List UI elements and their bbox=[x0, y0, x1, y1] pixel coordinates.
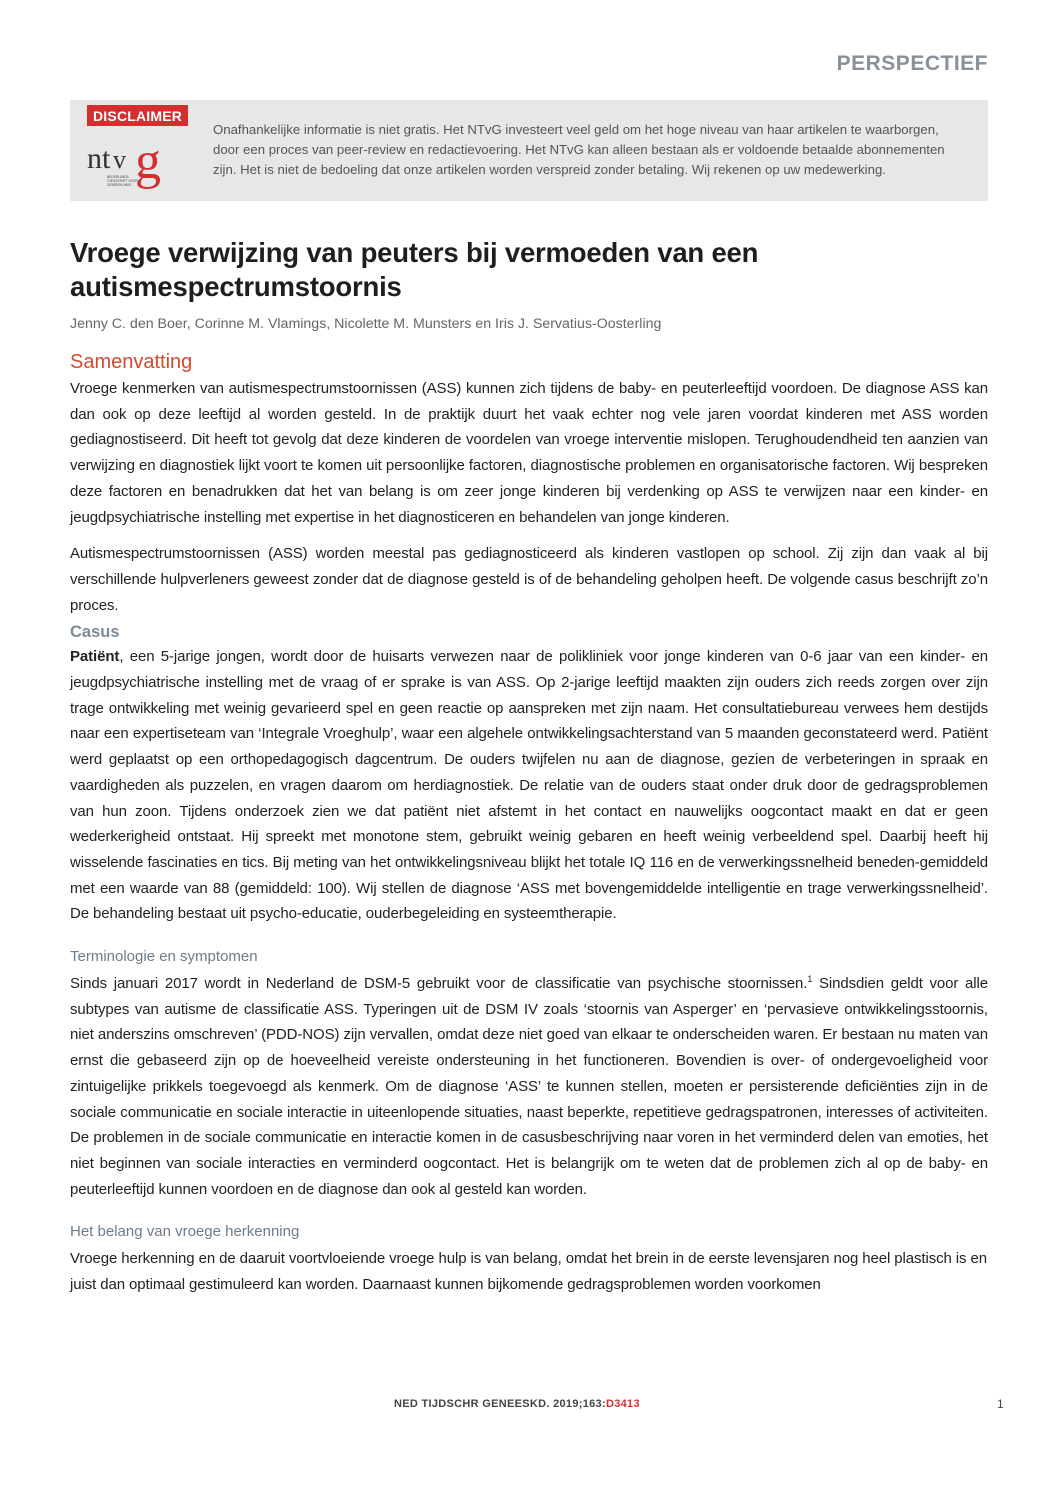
early-recognition-paragraph: Vroege herkenning en de daaruit voortvloeiende vroege hulp is van belang, omdat het brein in de eerste levensjaren nog heel plastisch is en juist dan optimaal gestimuleerd kan worden. Daarnaast kunnen bijkomende gedragsproblemen worden voorkomen bbox=[70, 1250, 987, 1294]
casus-lead: Patiënt bbox=[70, 648, 120, 666]
summary-paragraph: Vroege kenmerken van autismespectrumstoornissen (ASS) kunnen zich tijdens de baby- en peuterleeftijd voordoen. De diagnose ASS kan dan ook op deze leeftijd al worden gesteld. In de praktijk duurt het vaak echter nog vele jaren voordat kinderen met ASS worden gediagnostiseerd. Dit heeft tot gevolg dat deze kinderen de voordelen van vroege interventie mislopen. Terughoudendheid ten aanzien van verwijzing en diagnostiek lijkt voort te komen uit persoonlijke factoren, diagnostische problemen en organisatorische factoren. Wij bespreken deze factoren en benadrukken dat het van belang is om zeer jonge kinderen bij verdenking op ASS te verwijzen naar een kinder- en jeugdpsychiatrische instelling met expertise in het diagnosticeren en behandelen van jonge kinderen. bbox=[70, 380, 988, 526]
casus-text: , een 5-jarige jongen, wordt door de huisarts verwezen naar de polikliniek voor jonge kinderen van 0-6 jaar van een kinder- en jeugdpsychiatrische instelling met de vraag of er sprake is van ASS. Op 2-jarige leeftijd maakten zijn ouders zich reeds zorgen over zijn trage ontwikkeling met weinig gevarieerd spel en geen reactie op aanspreken met zijn naam. Het consultatiebureau verwees hem destijds naar een expertiseteam van ‘Integrale Vroeghulp’, waar een algehele ontwikkelingsachterstand van 5 maanden geconstateerd werd. Patiënt werd geplaatst op een orthopedagogisch dagcentrum. De ouders twijfelen nu aan de diagnose, gezien de verbeteringen in spraak en vaardigheden als puzzelen, en vragen daarom om herdiagnostiek. De relatie van de ouders staat onder druk door de gedragsproblemen van hun zoon. Tijdens onderzoek zien we dat patiënt niet afstemt in het contact en nauwelijks oogcontact maakt en dat er geen wederkerigheid ontstaat. Hij spreekt met monotone stem, gebruikt weinig gebaren en heeft weinig verbeeldend spel. Daarbij heeft hij wisselende fascinaties en tics. Bij meting van het ontwikkelingsniveau blijkt het totale IQ 116 en de verwerkingssnelheid beneden-gemiddeld met een waarde van 88 (gemiddeld: 100). Wij stellen de diagnose ‘ASS met bovengemiddelde intelligentie en trage verwerkingssnelheid’. De behandeling bestaat uit psycho-educatie, ouderbegeleiding en systeemtherapie. bbox=[70, 648, 988, 923]
ntvg-logo bbox=[87, 138, 173, 193]
svg-text:NEDERLANDS: NEDERLANDS bbox=[107, 175, 129, 179]
disclaimer-box bbox=[70, 100, 988, 201]
footer-citation bbox=[394, 1398, 640, 1410]
article-body bbox=[70, 348, 988, 1298]
intro-paragraph: Autismespectrumstoornissen (ASS) worden meestal pas gediagnosticeerd als kinderen vastlopen op school. Zij zijn dan vaak al bij verschillende hulpverleners geweest zonder dat de diagnose gesteld is of de behandeling geholpen heeft. De volgende casus beschrijft zo’n proces. bbox=[70, 545, 988, 614]
terminology-text-a: Sinds januari 2017 wordt in Nederland de DSM-5 gebruikt voor de classificatie van psychische stoornissen. bbox=[70, 975, 808, 993]
svg-text:TIJDSCHRIFT VOOR: TIJDSCHRIFT VOOR bbox=[107, 179, 138, 183]
page-number: 1 bbox=[997, 1397, 1004, 1411]
disclaimer-text: Onafhankelijke informatie is niet gratis. Het NTvG investeert veel geld om het hoge niveau van haar artikelen te waarborgen, door een proces van peer-review en redactievoering. Het NTvG kan alleen bestaan als er voldoende betaalde abonnementen zijn. Het is niet de bedoeling dat onze artikelen worden verspreid zonder betaling. Wij rekenen op uw medewerking. bbox=[213, 122, 945, 177]
section-tag: PERSPECTIEF bbox=[836, 52, 988, 75]
svg-text:GENEESKUNDE: GENEESKUNDE bbox=[107, 183, 132, 187]
terminology-text-b: Sindsdien geldt voor alle subtypes van autisme de classificatie ASS. Typeringen uit de DSM IV zoals ‘stoornis van Asperger’ en ‘pervasieve ontwikkelingsstoornis, niet anderszins omschreven’ (PDD-NOS) zijn vervallen, omdat deze niet goed van elkaar te onderscheiden waren. Er bestaan nu maten van ernst die gebaseerd zijn op de hoeveelheid vereiste ondersteuning in het functioneren. Bovendien is over- of ondergevoeligheid voor zintuigelijke prikkels toegevoegd als kenmerk. Om de diagnose ‘ASS’ te kunnen stellen, moeten er persisterende deficiënties zijn in de sociale communicatie en sociale interactie in uiteenlopende situaties, naast beperkte, repetitieve gedragspatronen, interesses of activiteiten. De problemen in de sociale communicatie en interactie komen in de casusbeschrijving naar voren in het verminderd delen van emoties, het niet beginnen van sociale interacties en verminderd oogcontact. Het is belangrijk om te weten dat de problemen zich al op de baby- en peuterleeftijd kunnen voordoen en de diagnose dan ook al gesteld kan worden. bbox=[70, 975, 989, 1198]
early-recognition-heading: Het belang van vroege herkenning bbox=[70, 1223, 300, 1241]
disclaimer-label: DISCLAIMER bbox=[87, 105, 188, 126]
citation-text: NED TIJDSCHR GENEESKD. 2019;163: bbox=[394, 1398, 606, 1410]
terminology-paragraph bbox=[70, 971, 988, 1202]
svg-text:v: v bbox=[113, 145, 126, 174]
citation-ref-code[interactable]: D3413 bbox=[605, 1398, 640, 1410]
article-title: Vroege verwijzing van peuters bij vermoeden van een autismespectrumstoornis bbox=[70, 237, 759, 302]
casus-paragraph bbox=[70, 644, 988, 927]
article-authors: Jenny C. den Boer, Corinne M. Vlamings, Nicolette M. Munsters en Iris J. Servatius-Oosterling bbox=[70, 316, 662, 332]
svg-text:g: g bbox=[135, 138, 161, 190]
svg-text:nt: nt bbox=[87, 142, 111, 175]
casus-heading: Casus bbox=[70, 623, 120, 642]
reference-superscript[interactable]: 1 bbox=[807, 974, 813, 985]
terminology-heading: Terminologie en symptomen bbox=[70, 948, 258, 966]
summary-heading: Samenvatting bbox=[70, 351, 193, 373]
